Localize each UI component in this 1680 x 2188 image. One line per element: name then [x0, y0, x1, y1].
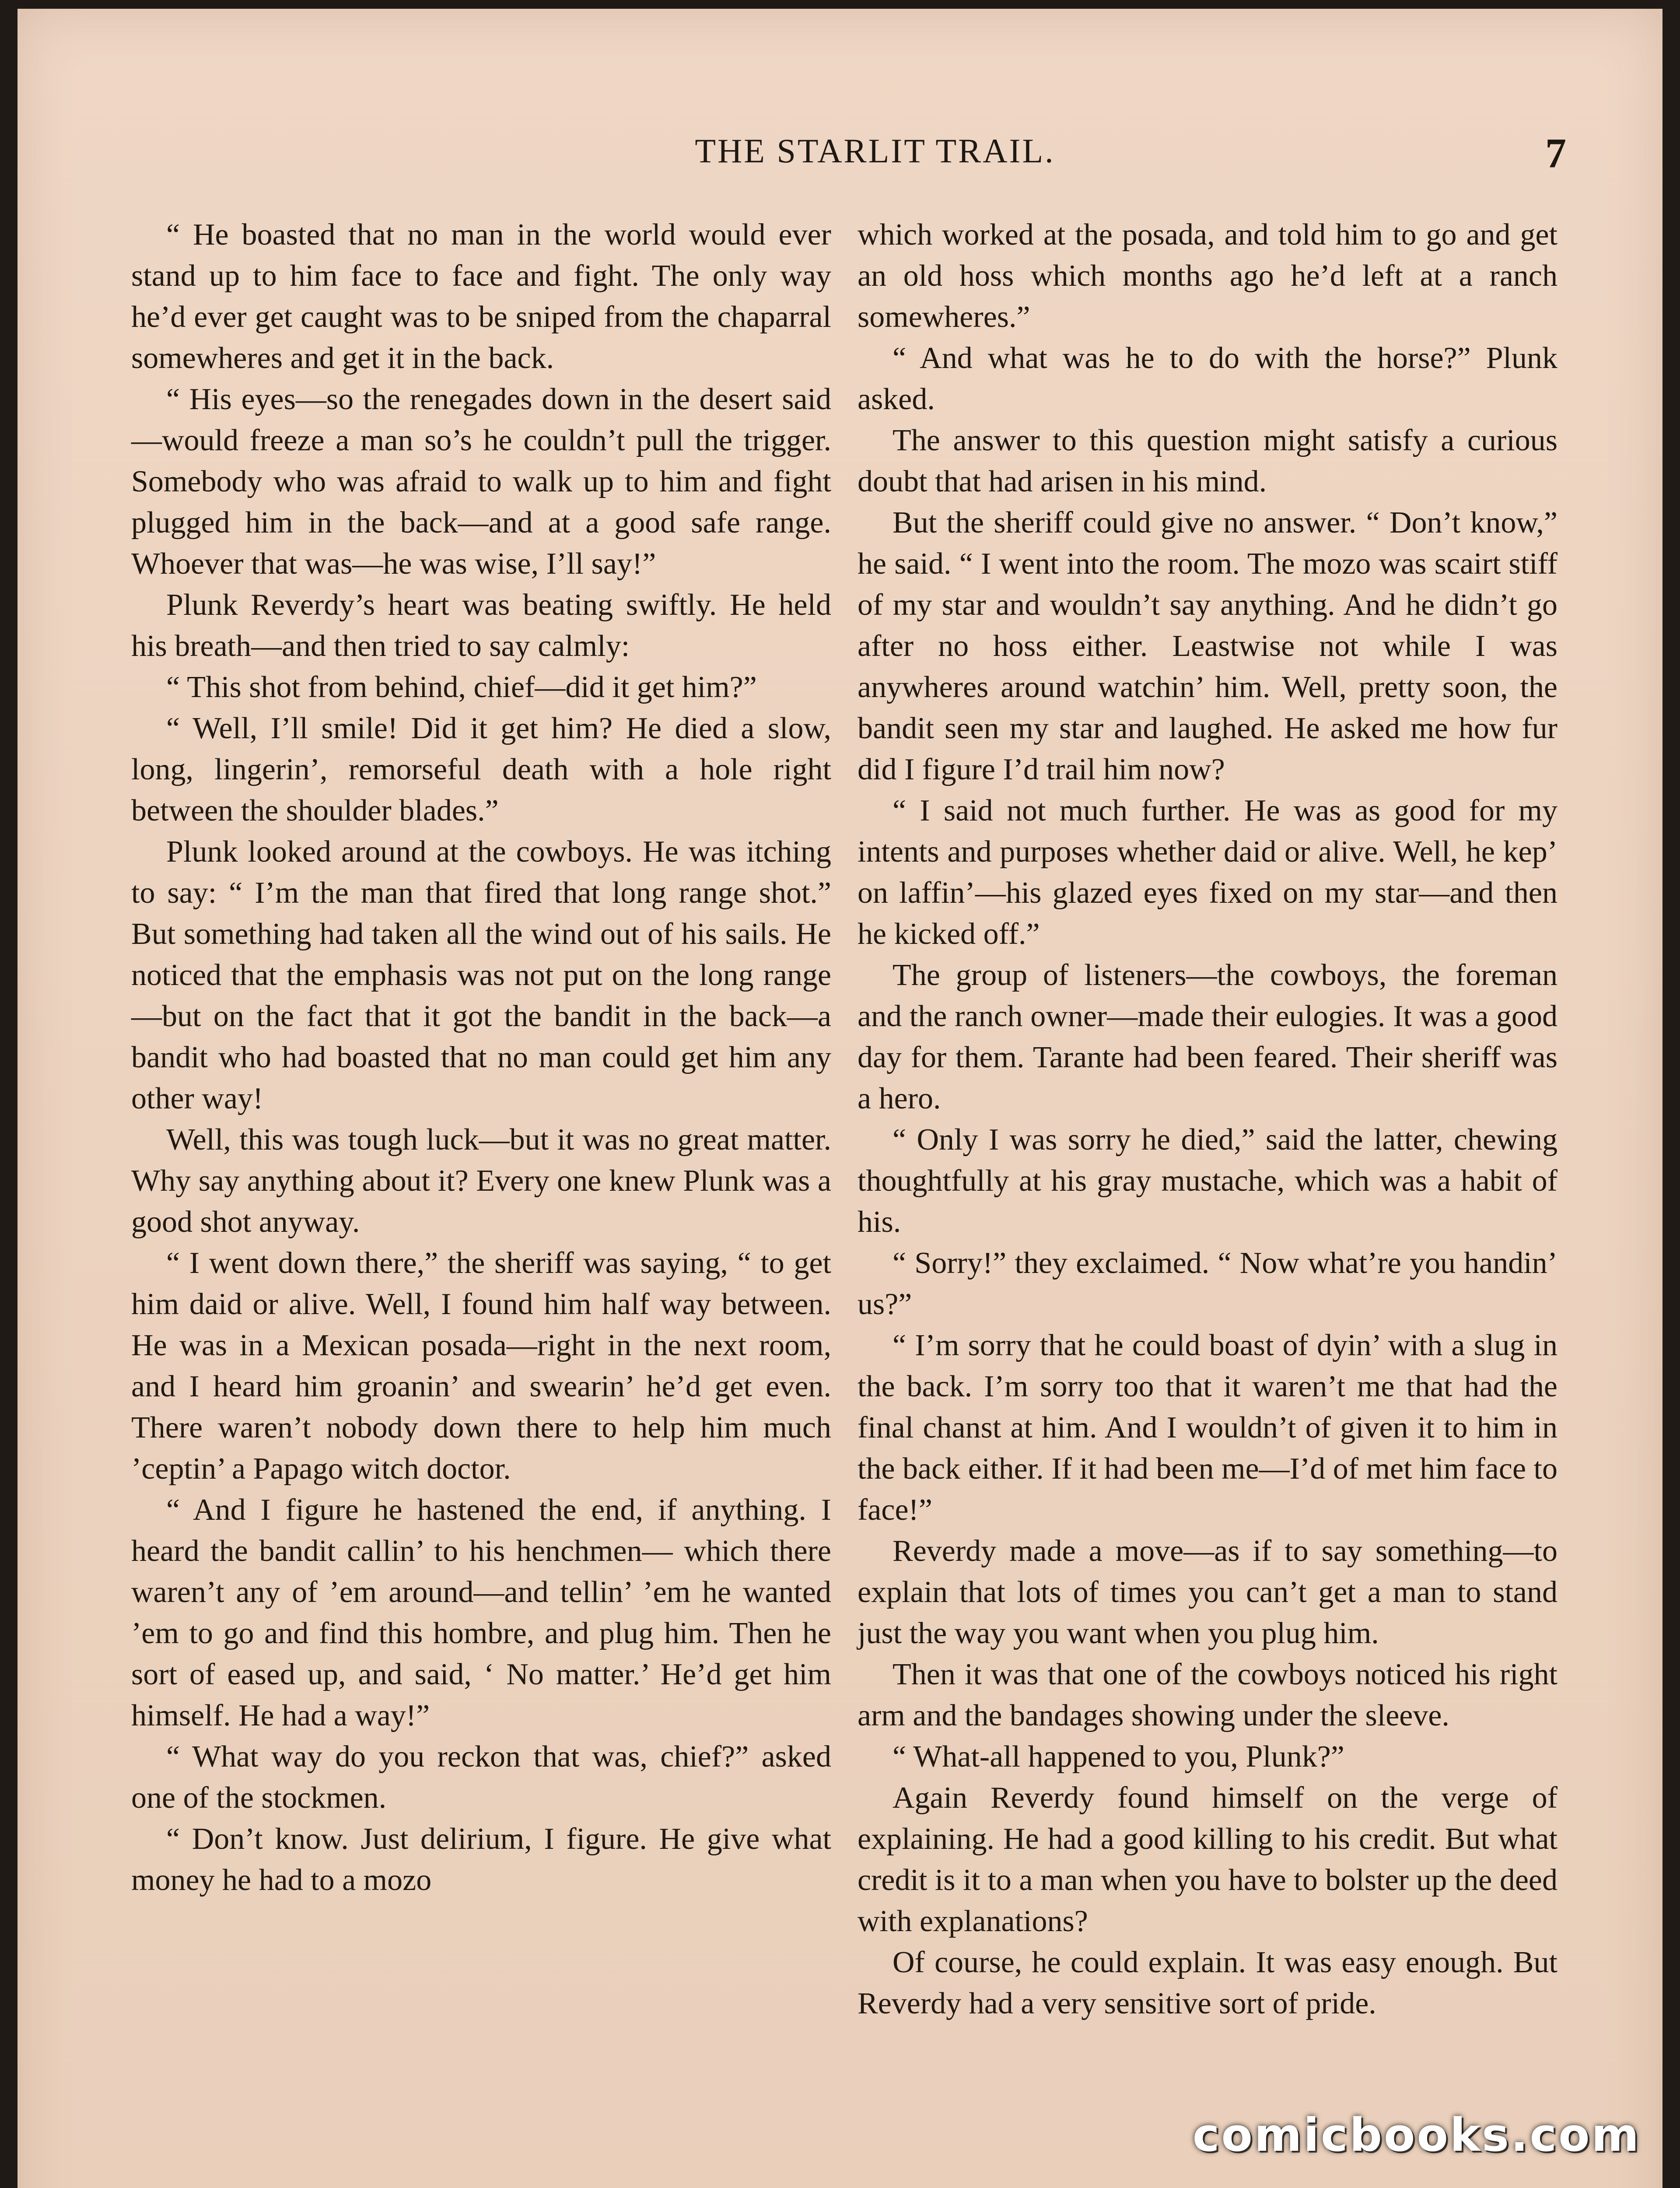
paragraph: Reverdy made a move—as if to say something—to explain that lots of times you can’t get a man to stand just the way you want when you plug him.	[858, 1534, 1558, 1650]
paragraph: “ His eyes—so the renegades down in the desert said—would freeze a man so’s he couldn’t pull the trigger. Somebody who was afraid to walk up to him and fight plugged him in the back—and at a good safe range. Whoever that was—he was wise, I’ll say!”	[131, 382, 831, 581]
paragraph: The answer to this question might satisfy a curious doubt that had arisen in his mind.	[858, 424, 1558, 498]
paragraph: Plunk Reverdy’s heart was beating swiftly. He held his breath—and then tried to say calmly:	[131, 588, 831, 663]
paragraph-continued: which worked at the posada, and told him to go and get an old hoss which months ago he’d left at a ranch somewheres.”	[858, 218, 1558, 334]
paragraph: “ And what was he to do with the horse?” Plunk asked.	[858, 341, 1558, 416]
paragraph: “ Don’t know. Just delirium, I figure. He give what money he had to a mozo	[131, 1822, 831, 1897]
paragraph: “ Well, I’ll smile! Did it get him? He died a slow, long, lingerin’, remorseful death with a hole right between the shoulder blades.”	[131, 712, 831, 828]
paragraph: But the sheriff could give no answer. “ Don’t know,” he said. “ I went into the room. The mozo was scairt stiff of my star and wouldn’t say anything. And he didn’t go after no hoss either. Leastwise not while I was anywheres around watchin’ him. Well, pretty soon, the bandit seen my star and laughed. He asked me how fur did I figure I’d trail him now?	[858, 506, 1558, 786]
paragraph: “ Sorry!” they exclaimed. “ Now what’re you handin’ us?”	[858, 1246, 1558, 1321]
paragraph: “ What way do you reckon that was, chief?” asked one of the stockmen.	[131, 1740, 831, 1815]
book-page	[18, 9, 1662, 2188]
running-title: THE STARLIT TRAIL.	[695, 132, 1055, 170]
paragraph: “ What-all happened to you, Plunk?”	[892, 1740, 1344, 1774]
page-number: 7	[1545, 130, 1566, 176]
paragraph: “ He boasted that no man in the world would ever stand up to him face to face and fight. The only way he’d ever get caught was to be sniped from the chaparral somewheres and get it in the back.	[131, 218, 831, 375]
paragraph: The group of listeners—the cowboys, the foreman and the ranch owner—made their eulogies. It was a good day for them. Tarante had been feared. Their sheriff was a hero.	[858, 958, 1558, 1115]
paragraph: Well, this was tough luck—but it was no great matter. Why say anything about it? Every one knew Plunk was a good shot anyway.	[131, 1123, 831, 1239]
paragraph: “ I went down there,” the sheriff was saying, “ to get him daid or alive. Well, I found him half way between. He was in a Mexican posada—right in the next room, and I heard him groanin’ and swearin’ he’d get even. There waren’t nobody down there to help him much ’ceptin’ a Papago witch doctor.	[131, 1246, 831, 1486]
paragraph: Then it was that one of the cowboys noticed his right arm and the bandages showing under the sleeve.	[858, 1658, 1558, 1732]
paragraph: “ And I figure he hastened the end, if anything. I heard the bandit callin’ to his henchmen— which there waren’t any of ’em around—and tellin’ ’em he wanted ’em to go and find this hombre, and plug him. Then he sort of eased up, and said, ‘ No matter.’ He’d get him himself. He had a way!”	[131, 1493, 831, 1732]
paragraph: “ I’m sorry that he could boast of dyin’ with a slug in the back. I’m sorry too that it waren’t me that had the final chanst at him. And I wouldn’t of given it to him in the back either. If it had been me—I’d of met him face to face!”	[858, 1329, 1558, 1527]
paragraph: Again Reverdy found himself on the verge of explaining. He had a good killing to his credit. But what credit is it to a man when you have to bolster up the deed with explanations?	[858, 1781, 1558, 1938]
running-head	[158, 131, 1592, 179]
paragraph: “ This shot from behind, chief—did it get him?”	[166, 670, 757, 704]
paragraph: Of course, he could explain. It was easy enough. But Reverdy had a very sensitive sort of pride.	[858, 1946, 1558, 2020]
paragraph: “ Only I was sorry he died,” said the latter, chewing thoughtfully at his gray mustache, which was a habit of his.	[858, 1123, 1558, 1239]
paragraph: “ I said not much further. He was as good for my intents and purposes whether daid or alive. Well, he kep’ on laffin’—his glazed eyes fixed on my star—and then he kicked off.”	[858, 794, 1558, 951]
watermark: comicbooks.com	[1192, 2108, 1641, 2162]
right-column	[858, 214, 1558, 2024]
paragraph: Plunk looked around at the cowboys. He was itching to say: “ I’m the man that fired that long range shot.” But something had taken all the wind out of his sails. He noticed that the emphasis was not put on the long range—but on the fact that it got the bandit in the back—a bandit who had boasted that no man could get him any other way!	[131, 835, 831, 1115]
left-column	[131, 214, 831, 1901]
